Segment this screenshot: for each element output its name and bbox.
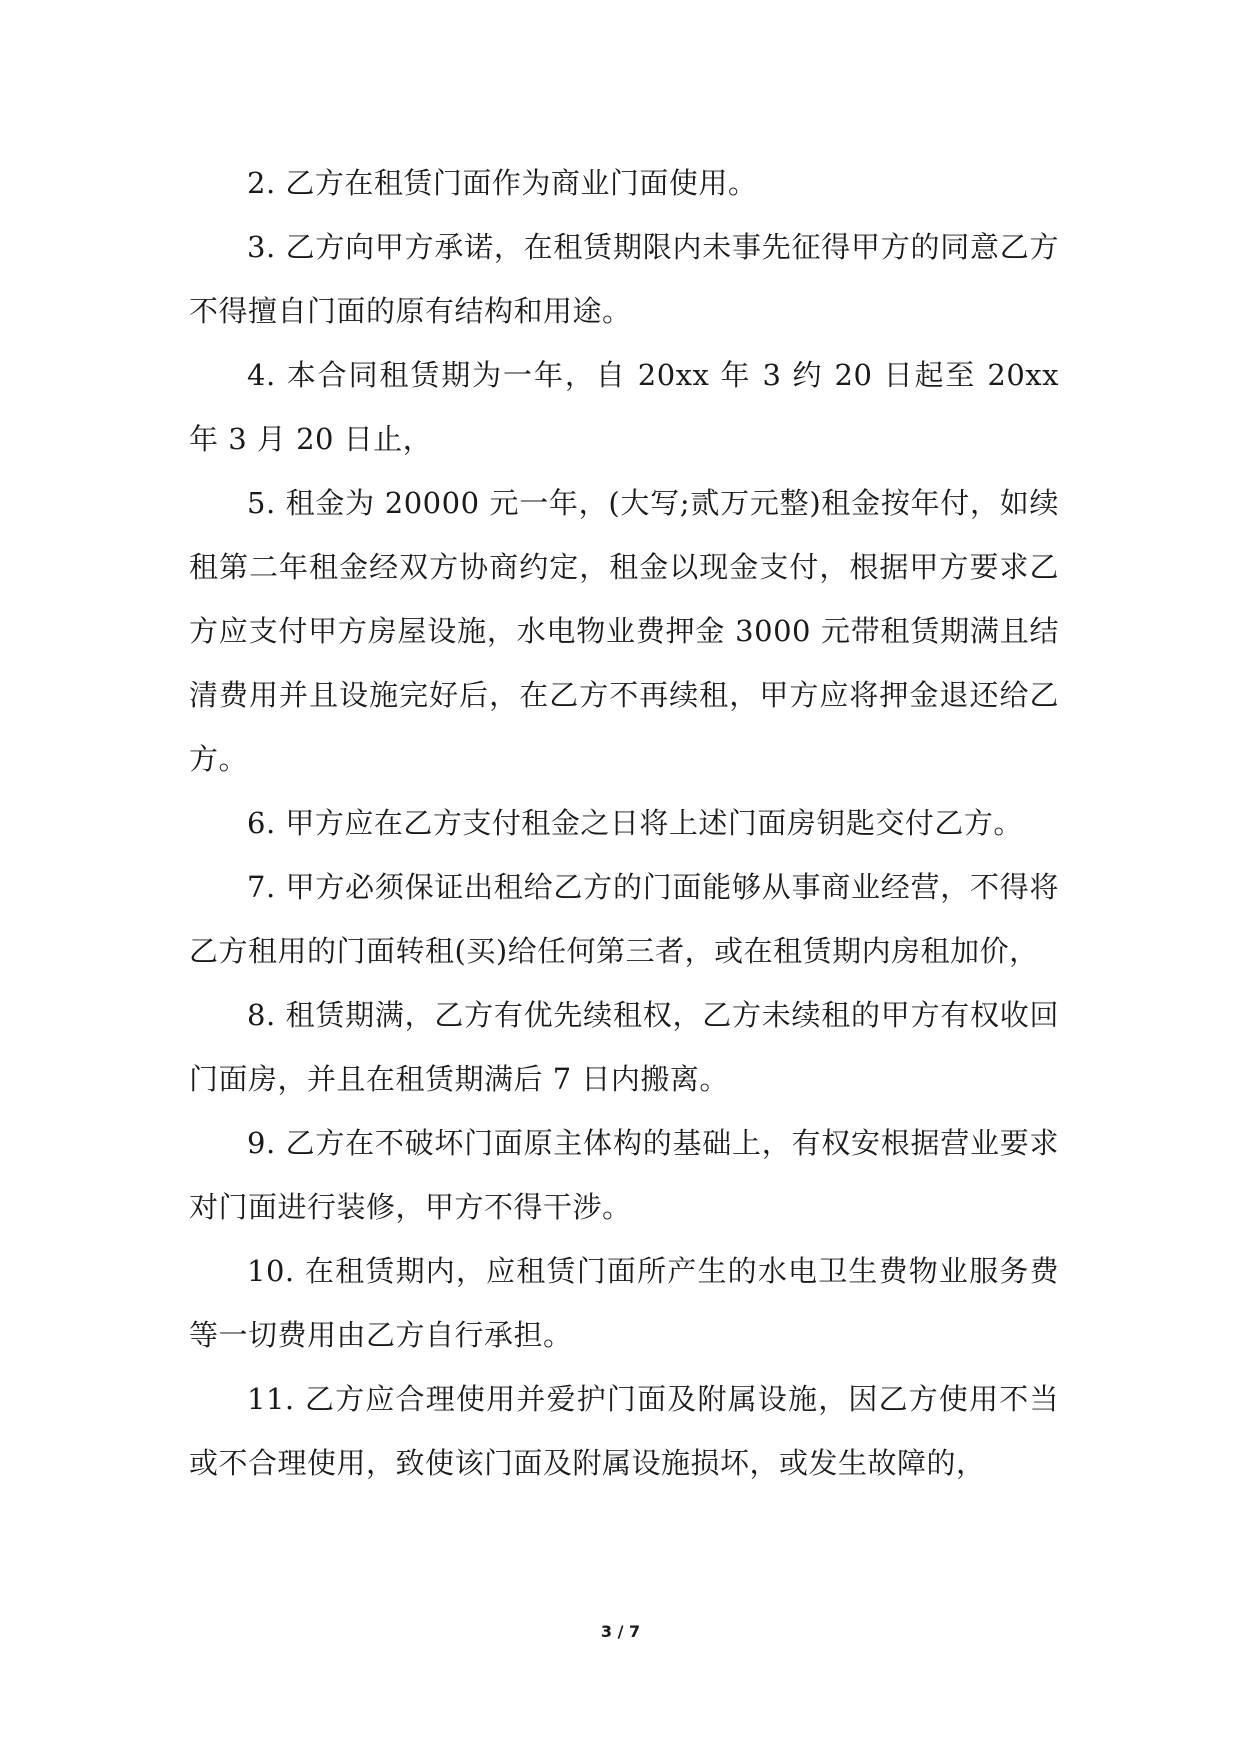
clause-8: 8. 租赁期满，乙方有优先续租权，乙方未续租的甲方有权收回门面房，并且在租赁期满后 7 日内搬离。 [189, 998, 1059, 1096]
clause-6: 6. 甲方应在乙方支付租金之日将上述门面房钥匙交付乙方。 [247, 806, 1023, 840]
contract-body [189, 151, 1059, 1495]
clause-10: 10. 在租赁期内，应租赁门面所产生的水电卫生费物业服务费等一切费用由乙方自行承担。 [189, 1254, 1059, 1352]
clause-3: 3. 乙方向甲方承诺，在租赁期限内未事先征得甲方的同意乙方不得擅自门面的原有结构和用途。 [189, 230, 1059, 328]
page-number: 3 / 7 [600, 1622, 641, 1641]
clause-4: 4. 本合同租赁期为一年，自 20xx 年 3 约 20 日起至 20xx 年 3 月 20 日止， [189, 358, 1059, 456]
clause-2: 2. 乙方在租赁门面作为商业门面使用。 [247, 166, 758, 200]
clause-9: 9. 乙方在不破坏门面原主体构的基础上，有权安根据营业要求对门面进行装修，甲方不得干涉。 [189, 1126, 1059, 1224]
clause-5: 5. 租金为 20000 元一年，(大写;贰万元整)租金按年付，如续租第二年租金经双方协商约定，租金以现金支付，根据甲方要求乙方应支付甲方房屋设施，水电物业费押金 3000 元带租赁期满且结清费用并且设施完好后，在乙方不再续租，甲方应将押金退还给乙方。 [189, 486, 1059, 776]
clause-11: 11. 乙方应合理使用并爱护门面及附属设施，因乙方使用不当或不合理使用，致使该门面及附属设施损坏，或发生故障的， [189, 1382, 1059, 1480]
clause-7: 7. 甲方必须保证出租给乙方的门面能够从事商业经营，不得将乙方租用的门面转租(买)给任何第三者，或在租赁期内房租加价， [189, 870, 1059, 968]
